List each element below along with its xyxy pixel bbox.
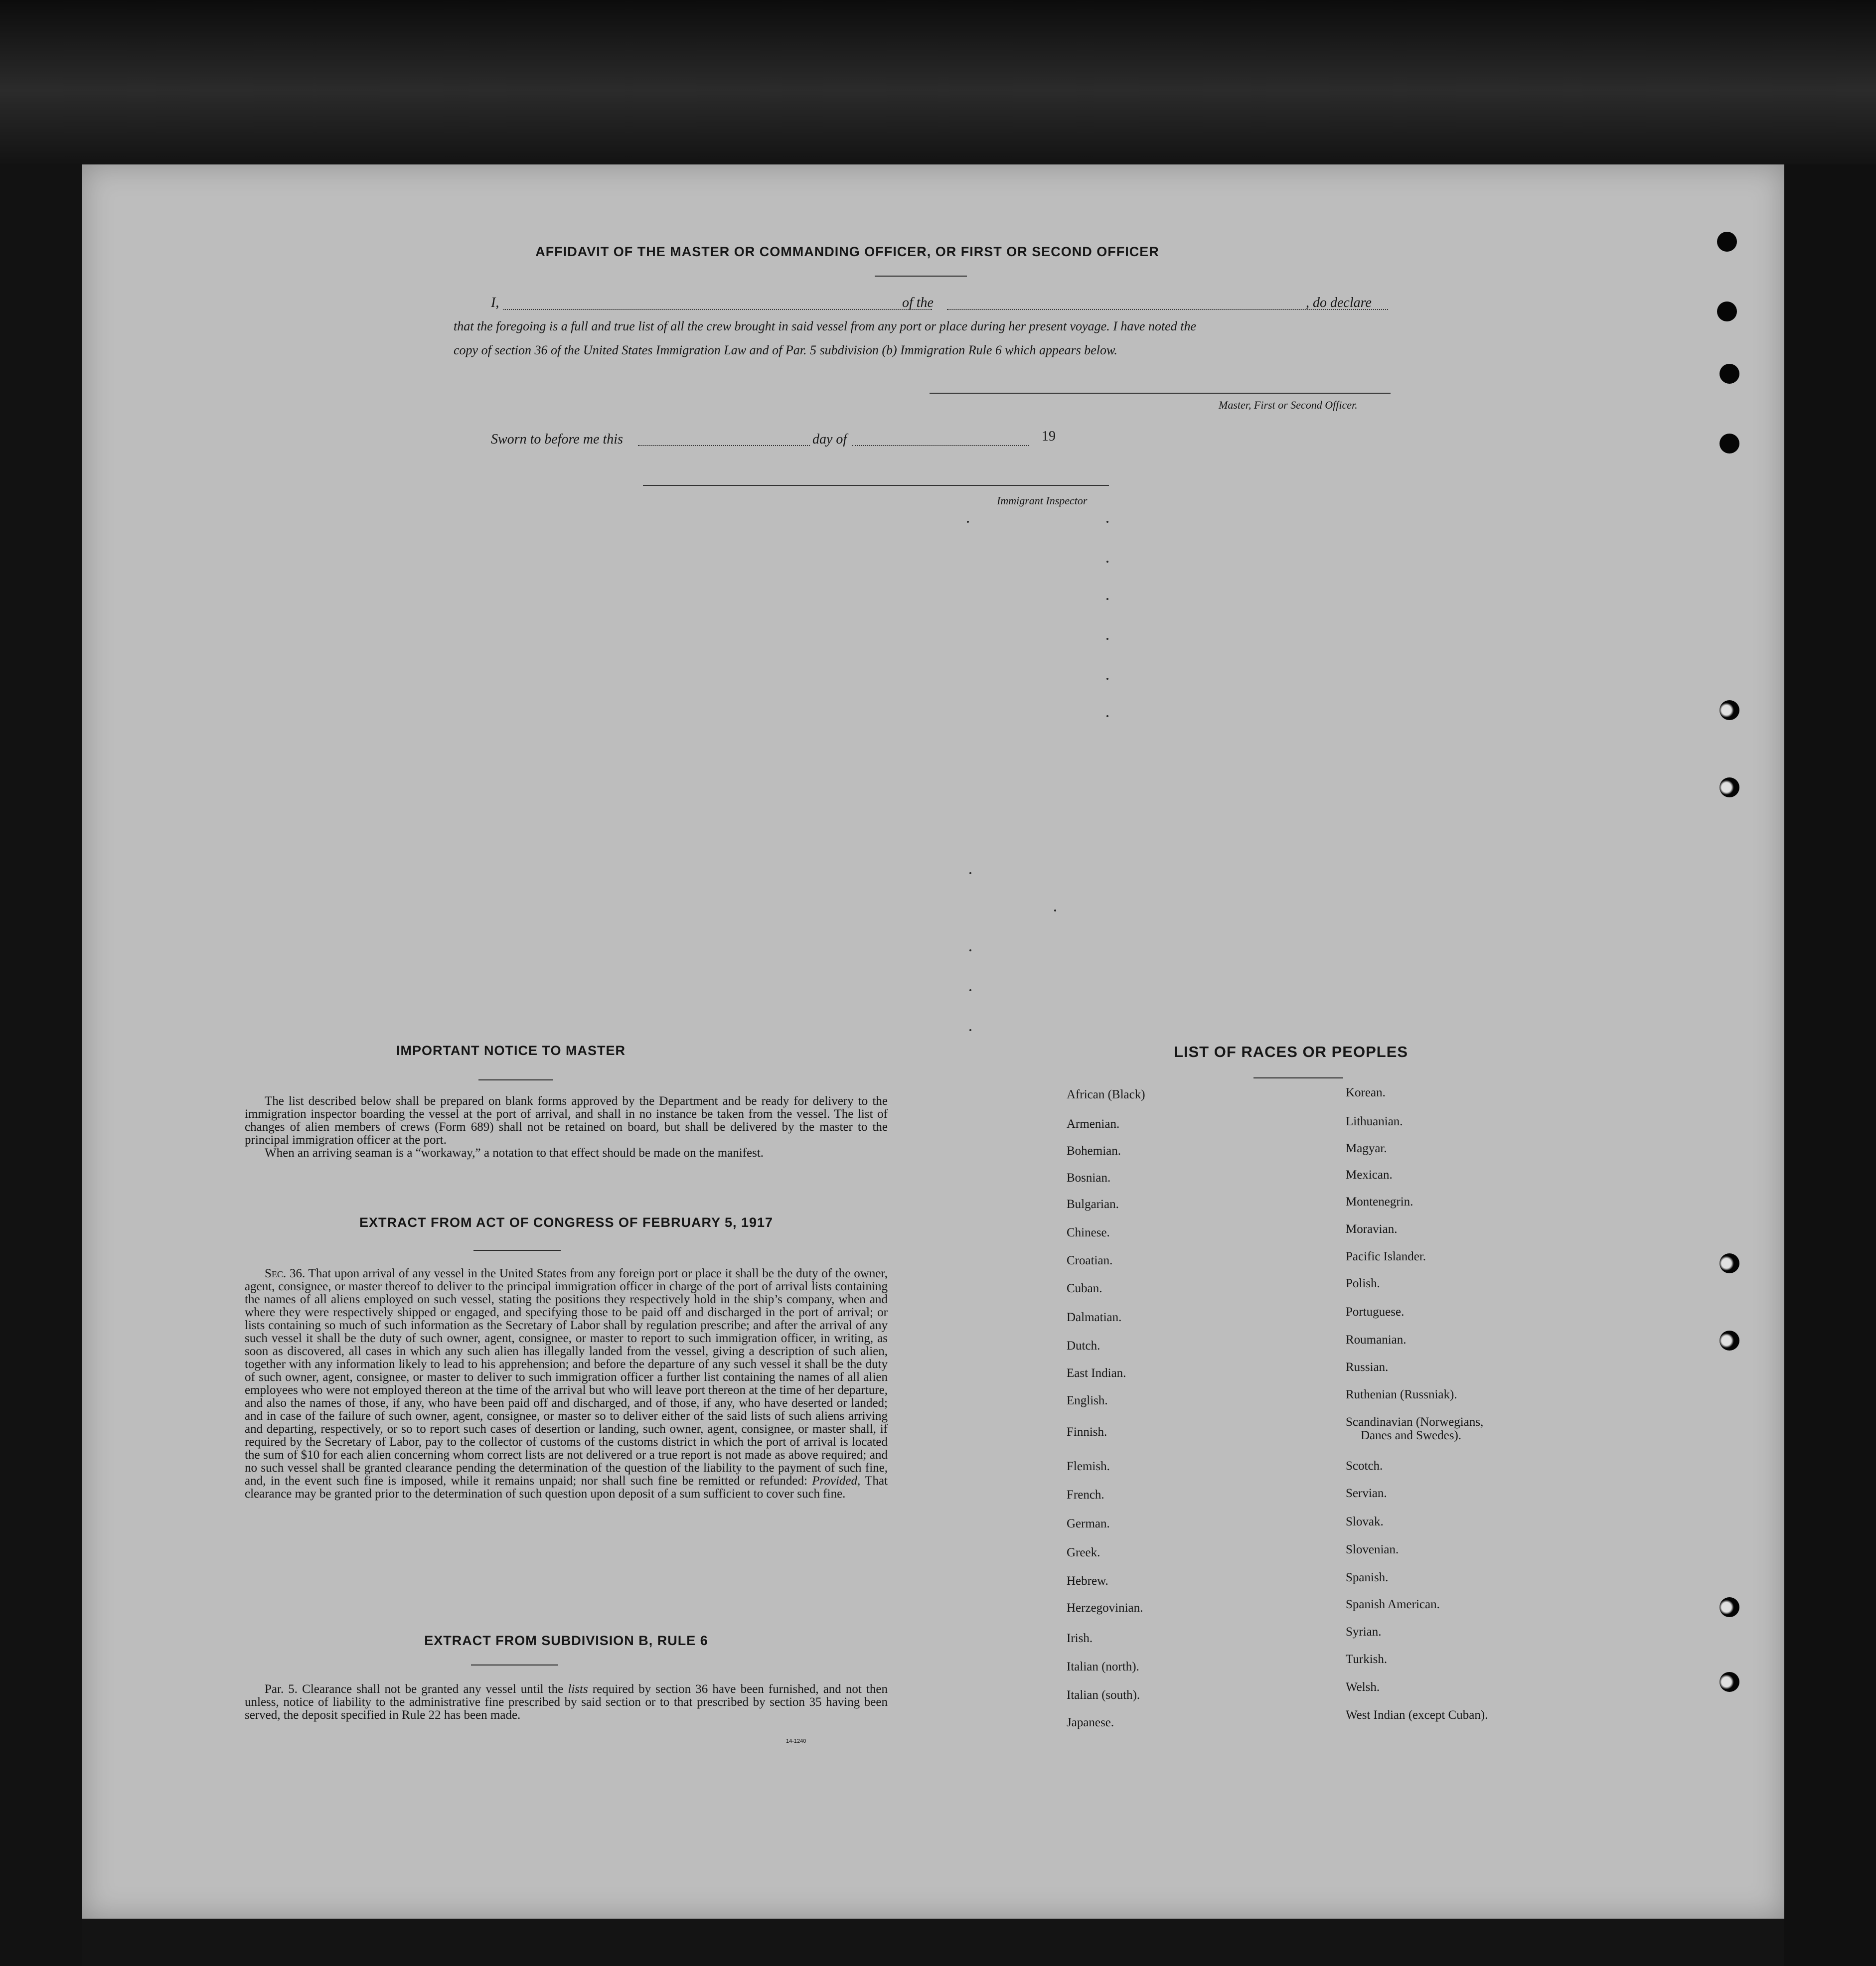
punch-hole-icon bbox=[1717, 302, 1737, 321]
scan-background-top bbox=[0, 0, 1876, 164]
affidavit-line1-mid: of the bbox=[902, 295, 934, 310]
lists-word: lists bbox=[568, 1682, 588, 1696]
race-item: Bohemian. bbox=[1067, 1144, 1121, 1158]
affidavit-line1-end: , do declare bbox=[1306, 295, 1372, 310]
notice-para2: When an arriving seaman is a “workaway,” a notation to that effect should be made on the manifest. bbox=[265, 1146, 764, 1160]
master-signature-line[interactable] bbox=[930, 393, 1391, 394]
scan-background-right bbox=[1784, 164, 1876, 1966]
punch-hole-icon bbox=[1720, 700, 1739, 720]
race-item: Dalmatian. bbox=[1067, 1311, 1122, 1324]
sworn-mid: day of bbox=[812, 432, 847, 447]
act-extract-body bbox=[245, 1267, 888, 1501]
race-item: Finnish. bbox=[1067, 1425, 1107, 1439]
rule-text-end: required by section 36 have been furnished, and not then unless, notice of liability to the administrative fine prescribed by said section or to that prescribed by section 35 having been served, the deposit specified in Rule 22 has been made. bbox=[245, 1682, 888, 1722]
race-item: African (Black) bbox=[1067, 1088, 1145, 1101]
race-item: Italian (south). bbox=[1067, 1688, 1140, 1702]
race-item: Russian. bbox=[1346, 1361, 1389, 1374]
race-item: Syrian. bbox=[1346, 1625, 1382, 1639]
affidavit-title: AFFIDAVIT OF THE MASTER OR COMMANDING OFFICER, OR FIRST OR SECOND OFFICER bbox=[535, 244, 1159, 259]
scan-mark bbox=[967, 521, 969, 523]
sworn-start: Sworn to before me this bbox=[491, 432, 623, 447]
race-item: Mexican. bbox=[1346, 1168, 1393, 1182]
sworn-month-field[interactable] bbox=[852, 445, 1029, 446]
race-item: Spanish. bbox=[1346, 1571, 1389, 1584]
scan-mark bbox=[1106, 638, 1108, 640]
sworn-day-field[interactable] bbox=[638, 445, 810, 446]
race-item: Polish. bbox=[1346, 1277, 1380, 1290]
affidavit-line1-start: I, bbox=[491, 295, 499, 310]
provided-word: Provided, bbox=[812, 1474, 861, 1488]
race-item: Spanish American. bbox=[1346, 1598, 1440, 1611]
divider bbox=[875, 276, 967, 277]
punch-hole-icon bbox=[1720, 364, 1739, 384]
race-item: Ruthenian (Russniak). bbox=[1346, 1388, 1457, 1401]
rule-extract-title: EXTRACT FROM SUBDIVISION B, RULE 6 bbox=[424, 1633, 708, 1648]
inspector-signature-line[interactable] bbox=[643, 485, 1109, 486]
race-item: German. bbox=[1067, 1517, 1110, 1530]
divider bbox=[478, 1079, 553, 1080]
notice-title: IMPORTANT NOTICE TO MASTER bbox=[396, 1043, 625, 1058]
punch-hole-icon bbox=[1720, 1331, 1739, 1351]
race-item: Roumanian. bbox=[1346, 1333, 1407, 1347]
document-page bbox=[82, 164, 1784, 1919]
scan-mark bbox=[1106, 561, 1108, 563]
divider bbox=[471, 1664, 558, 1665]
race-item: Hebrew. bbox=[1067, 1574, 1108, 1588]
affidavit-line2: that the foregoing is a full and true list of all the crew brought in said vessel from any port or place during her present voyage. I have noted the bbox=[454, 319, 1196, 333]
race-item: Cuban. bbox=[1067, 1282, 1102, 1295]
race-item: Irish. bbox=[1067, 1632, 1093, 1645]
race-item: Croatian. bbox=[1067, 1254, 1113, 1267]
act-extract-title: EXTRACT FROM ACT OF CONGRESS OF FEBRUARY 5, 1917 bbox=[359, 1215, 774, 1230]
punch-hole-icon bbox=[1720, 434, 1739, 454]
race-item: East Indian. bbox=[1067, 1366, 1126, 1380]
race-item: Armenian. bbox=[1067, 1117, 1120, 1131]
scan-mark bbox=[969, 1029, 971, 1031]
race-item: Turkish. bbox=[1346, 1653, 1388, 1666]
race-item: Portuguese. bbox=[1346, 1305, 1405, 1319]
race-item: French. bbox=[1067, 1488, 1104, 1502]
act-text: That upon arrival of any vessel in the United States from any foreign port or place it shall be the duty of the owner, agent, consignee, or master thereof to deliver to the principal immigration officer in charge of the port of arrival lists containing the names of all aliens employed on such vessel, stating the positions they respectively hold in the ship’s company, when and where they were respectively shipped or engaged, and specifying those to be paid off and discharged in the port of arrival; or lists containing so much of such information as the Secretary of Labor shall by regulation prescribe; and after the arrival of any such vessel it shall be the duty of such owner, agent, consignee, or master to report to such immigration officer, in writing, as soon as discovered, all cases in which any such alien has illegally landed from the vessel, giving a description of such alien, together with any information likely to lead to his apprehension; and before the departure of any such vessel it shall be the duty of such owner, agent, consignee, or master to deliver to such immigration officer a further list containing the names of all alien employees who were not employed thereon at the time of the arrival but who will leave port thereon at the time of her departure, and also the names of those, if any, who have been paid off and discharged, and of those, if any, who have deserted or landed; and in case of the failure of such owner, agent, consignee, or master so to deliver either of the said lists of such aliens arriving and departing, respectively, or so to report such cases of desertion or landing, such owner, agent, consignee, or master shall, if required by the Secretary of Labor, pay to the collector of customs of the customs district in which the port of arrival is located the sum of $10 for each alien concerning whom correct lists are not delivered or a true report is not made as above required; and no such vessel shall be granted clearance pending the determination of the question of the liability to the payment of such fine, and, in the event such fine is imposed, while it remains unpaid; nor shall such fine be remitted or refunded: bbox=[245, 1267, 888, 1488]
scan-mark bbox=[969, 872, 971, 874]
race-item: Dutch. bbox=[1067, 1339, 1100, 1353]
punch-hole-icon bbox=[1720, 777, 1739, 797]
race-item: Scotch. bbox=[1346, 1459, 1383, 1473]
act-text-end: That clearance may be granted prior to the determination of such question upon deposit of a sum sufficient to cover such fine. bbox=[245, 1474, 888, 1501]
section-label: Sec. 36. bbox=[265, 1267, 306, 1280]
race-item: Flemish. bbox=[1067, 1460, 1110, 1473]
punch-hole-icon bbox=[1720, 1672, 1739, 1692]
race-item: Slovak. bbox=[1346, 1515, 1384, 1528]
race-item: Bosnian. bbox=[1067, 1171, 1111, 1185]
race-item: West Indian (except Cuban). bbox=[1346, 1708, 1488, 1722]
sworn-year: 19 bbox=[1042, 429, 1056, 444]
race-item: Scandinavian (Norwegians, bbox=[1346, 1415, 1484, 1429]
punch-hole-icon bbox=[1717, 232, 1737, 252]
race-item: Servian. bbox=[1346, 1487, 1387, 1500]
scan-mark bbox=[969, 989, 971, 991]
race-item: Pacific Islander. bbox=[1346, 1250, 1426, 1263]
race-item: Welsh. bbox=[1346, 1680, 1380, 1694]
rule-extract-body bbox=[245, 1683, 888, 1722]
scan-mark bbox=[1106, 521, 1108, 523]
notice-para1: The list described below shall be prepared on blank forms approved by the Department and be ready for delivery to the immigration inspector boarding the vessel at the port of arrival, and shall in no instance be taken from the vessel. The list of changes of alien members of crews (Form 689) shall not be retained on board, but shall be delivered by the master to the principal immigration officer at the port. bbox=[245, 1094, 888, 1147]
race-item: Italian (north). bbox=[1067, 1660, 1139, 1673]
form-number: 14-1240 bbox=[786, 1738, 806, 1744]
punch-hole-icon bbox=[1720, 1253, 1739, 1273]
race-item: Korean. bbox=[1346, 1086, 1386, 1099]
race-item: Bulgarian. bbox=[1067, 1198, 1119, 1211]
race-item: Montenegrin. bbox=[1346, 1195, 1413, 1209]
race-item: Lithuanian. bbox=[1346, 1115, 1403, 1128]
races-title: LIST OF RACES OR PEOPLES bbox=[1173, 1043, 1408, 1060]
race-item: Magyar. bbox=[1346, 1142, 1387, 1155]
scan-mark bbox=[1054, 909, 1056, 911]
divider bbox=[473, 1250, 561, 1251]
divider bbox=[1253, 1077, 1343, 1078]
scan-background-left bbox=[0, 164, 82, 1966]
race-item: Greek. bbox=[1067, 1546, 1100, 1559]
affidavit-line3: copy of section 36 of the United States Immigration Law and of Par. 5 subdivision (b) Immigration Rule 6 which appears below. bbox=[454, 343, 1117, 357]
rule-text-start: Par. 5. Clearance shall not be granted any vessel until the bbox=[265, 1682, 564, 1696]
race-item: Chinese. bbox=[1067, 1226, 1110, 1239]
punch-hole-icon bbox=[1720, 1597, 1739, 1617]
officer-name-field[interactable] bbox=[503, 309, 932, 310]
race-item: Danes and Swedes). bbox=[1361, 1429, 1462, 1442]
race-item: Japanese. bbox=[1067, 1716, 1114, 1729]
race-item: Moravian. bbox=[1346, 1222, 1398, 1236]
scan-mark bbox=[969, 949, 971, 951]
notice-body bbox=[245, 1095, 888, 1160]
scan-mark bbox=[1106, 715, 1108, 717]
scan-mark bbox=[1106, 678, 1108, 680]
scan-mark bbox=[1106, 598, 1108, 600]
inspector-caption: Immigrant Inspector bbox=[997, 494, 1088, 507]
race-item: Herzegovinian. bbox=[1067, 1601, 1143, 1615]
master-caption: Master, First or Second Officer. bbox=[1219, 399, 1358, 411]
race-item: English. bbox=[1067, 1394, 1108, 1407]
race-item: Slovenian. bbox=[1346, 1543, 1399, 1556]
